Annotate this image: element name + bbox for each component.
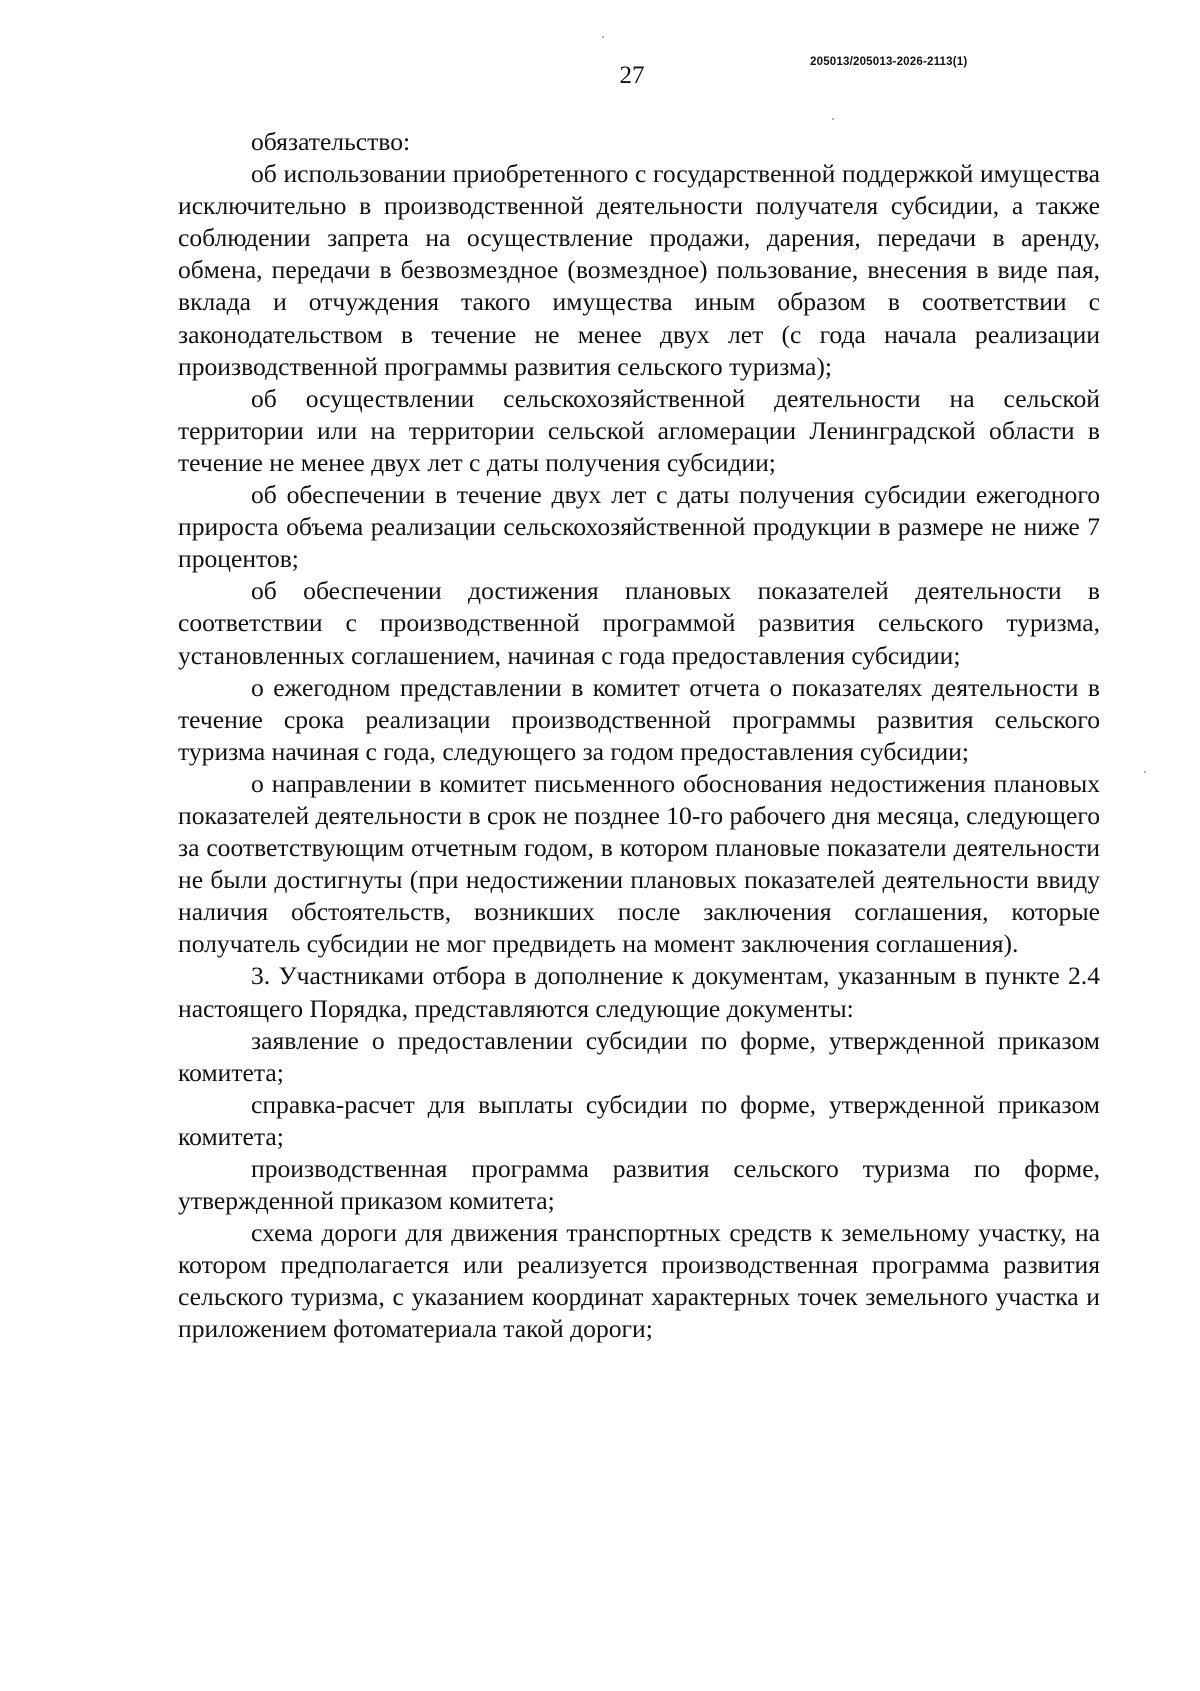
paragraph: справка-расчет для выплаты субсидии по форме, утвержденной приказом комитета; [178, 1089, 1100, 1151]
paragraph: заявление о предоставлении субсидии по форме, утвержденной приказом комитета; [178, 1025, 1100, 1087]
document-code: 205013/205013-2026-2113(1) [810, 56, 968, 68]
document-body [178, 126, 1100, 1346]
scan-speck [1144, 771, 1146, 773]
paragraph: об использовании приобретенного с государственной поддержкой имущества исключительно в производственной деятельности получателя субсидии, а также соблюдении запрета на осуществление продажи, дарения, передачи в аренду, обмена, передачи в безвозмездное (возмездное) пользование, внесения в виде пая, вклада и отчуждения такого имущества иным образом в соответствии с законодательством в течение не менее двух лет (с года начала реализации производственной программы развития сельского туризма); [178, 159, 1100, 381]
scan-speck [832, 118, 834, 120]
paragraph: схема дороги для движения транспортных средств к земельному участку, на котором предполагается или реализуется производственная программа развития сельского туризма, с указанием координат характерных точек земельного участка и приложением фотоматериала такой дороги; [178, 1218, 1100, 1344]
page-number: 27 [619, 62, 645, 89]
paragraph: о направлении в комитет письменного обоснования недостижения плановых показателей деятельности в срок не позднее 10-го рабочего дня месяца, следующего за соответствующим отчетным годом, в котором плановые показатели деятельности не были достигнуты (при недостижении плановых показателей деятельности ввиду наличия обстоятельств, возникших после заключения соглашения, которые получатель субсидии не мог предвидеть на момент заключения соглашения). [178, 768, 1100, 959]
paragraph: обязательство: [251, 127, 411, 156]
paragraph: об обеспечении достижения плановых показателей деятельности в соответствии с производственной программой развития сельского туризма, установленных соглашением, начиная с года предоставления субсидии; [178, 576, 1100, 670]
paragraph: об осуществлении сельскохозяйственной деятельности на сельской территории или на территории сельской агломерации Ленинградской области в течение не менее двух лет с даты получения субсидии; [178, 383, 1100, 477]
paragraph: производственная программа развития сельского туризма по форме, утвержденной приказом комитета; [178, 1154, 1100, 1216]
paragraph: об обеспечении в течение двух лет с даты получения субсидии ежегодного прироста объема реализации сельскохозяйственной продукции в размере не ниже 7 процентов; [178, 480, 1100, 574]
scan-speck [602, 36, 604, 38]
paragraph: 3. Участниками отбора в дополнение к документам, указанным в пункте 2.4 настоящего Порядка, представляются следующие документы: [178, 961, 1100, 1023]
paragraph: о ежегодном представлении в комитет отчета о показателях деятельности в течение срока реализации производственной программы развития сельского туризма начиная с года, следующего за годом предоставления субсидии; [178, 672, 1100, 766]
